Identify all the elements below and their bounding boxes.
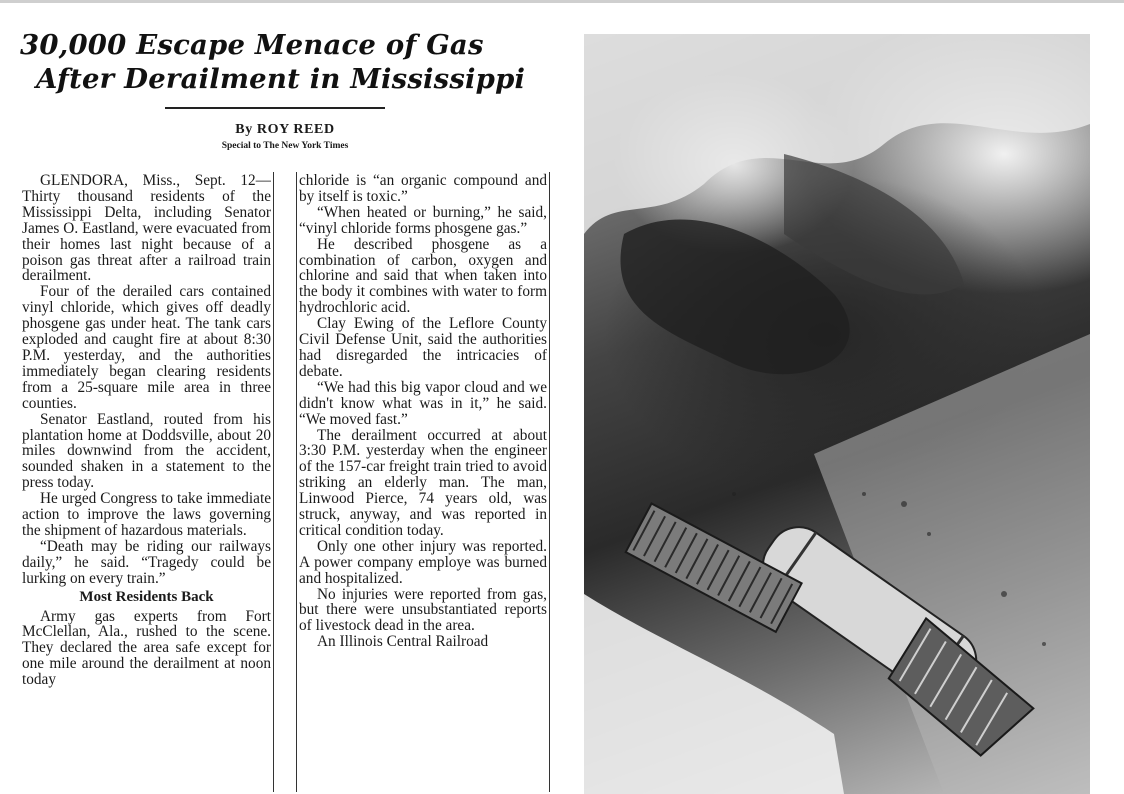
derailment-photo bbox=[584, 34, 1090, 794]
paragraph: “When heated or burning,” he said, “vinyl chloride forms phosgene gas.” bbox=[299, 203, 547, 237]
paragraph: He described phosgene as a combination of carbon, oxygen and chlorine and said that when taken into the body it combines with water to form hydrochloric acid. bbox=[299, 235, 547, 317]
headline-line-2: After Derailment in Mississippi bbox=[36, 63, 526, 95]
special-credit: Special to The New York Times bbox=[221, 141, 349, 151]
headline bbox=[20, 28, 560, 96]
subhead: Most Residents Back bbox=[79, 588, 214, 605]
column-rule-left bbox=[273, 172, 274, 792]
paragraph: He urged Congress to take immediate action to improve the laws governing the shipment of hazardous materials. bbox=[22, 490, 271, 539]
paragraph: Clay Ewing of the Leflore County Civil Defense Unit, said the authorities had disregarded the intricacies of debate. bbox=[299, 315, 547, 380]
article-column-2 bbox=[299, 173, 547, 793]
paragraph: Army gas experts from Fort McClellan, Ala., rushed to the scene. They declared the area safe except for one mile around the derailment at noon today bbox=[22, 607, 271, 689]
paragraph: “Death may be riding our railways daily,” he said. “Tragedy could be lurking on every train.” bbox=[22, 537, 271, 587]
paragraph: Senator Eastland, routed from his plantation home at Doddsville, about 20 miles downwind from the accident, sounded shaken in a statement to the press today. bbox=[22, 410, 271, 492]
byline: By ROY REED bbox=[235, 122, 335, 137]
top-border bbox=[0, 0, 1124, 3]
column-rule-middle bbox=[296, 172, 297, 792]
paragraph: GLENDORA, Miss., Sept. 12—Thirty thousand residents of the Mississippi Delta, including Senator James O. Eastland, were evacuated from their homes last night because of a poison gas threat after a railroad train derailment. bbox=[22, 173, 271, 285]
photo-illustration bbox=[584, 34, 1090, 794]
paragraph: chloride is “an organic compound and by itself is toxic.” bbox=[299, 173, 547, 205]
paragraph: An Illinois Central Railroad bbox=[317, 633, 489, 651]
headline-line-1: 30,000 Escape Menace of Gas bbox=[20, 29, 484, 61]
column-rule-right bbox=[549, 172, 550, 792]
paragraph: The derailment occurred at about 3:30 P.M. yesterday when the engineer of the 157-car freight train tried to avoid striking an elderly man. The man, Linwood Pierce, 74 years old, was struck, anyway, and was reported in critical condition today. bbox=[299, 426, 547, 539]
article-column-1 bbox=[22, 173, 271, 793]
paragraph: No injuries were reported from gas, but there were unsubstantiated reports of livestock dead in the area. bbox=[299, 585, 547, 635]
headline-rule bbox=[165, 107, 385, 109]
paragraph: Four of the derailed cars contained vinyl chloride, which gives off deadly phosgene gas under heat. The tank cars exploded and caught fire at about 8:30 P.M. yesterday, and the authorities immediately began clearing residents from a 25-square mile area in three counties. bbox=[22, 283, 271, 412]
paragraph: “We had this big vapor cloud and we didn't know what was in it,” he said. “We moved fast.” bbox=[299, 378, 547, 428]
paragraph: Only one other injury was reported. A power company employe was burned and hospitalized. bbox=[299, 537, 547, 587]
